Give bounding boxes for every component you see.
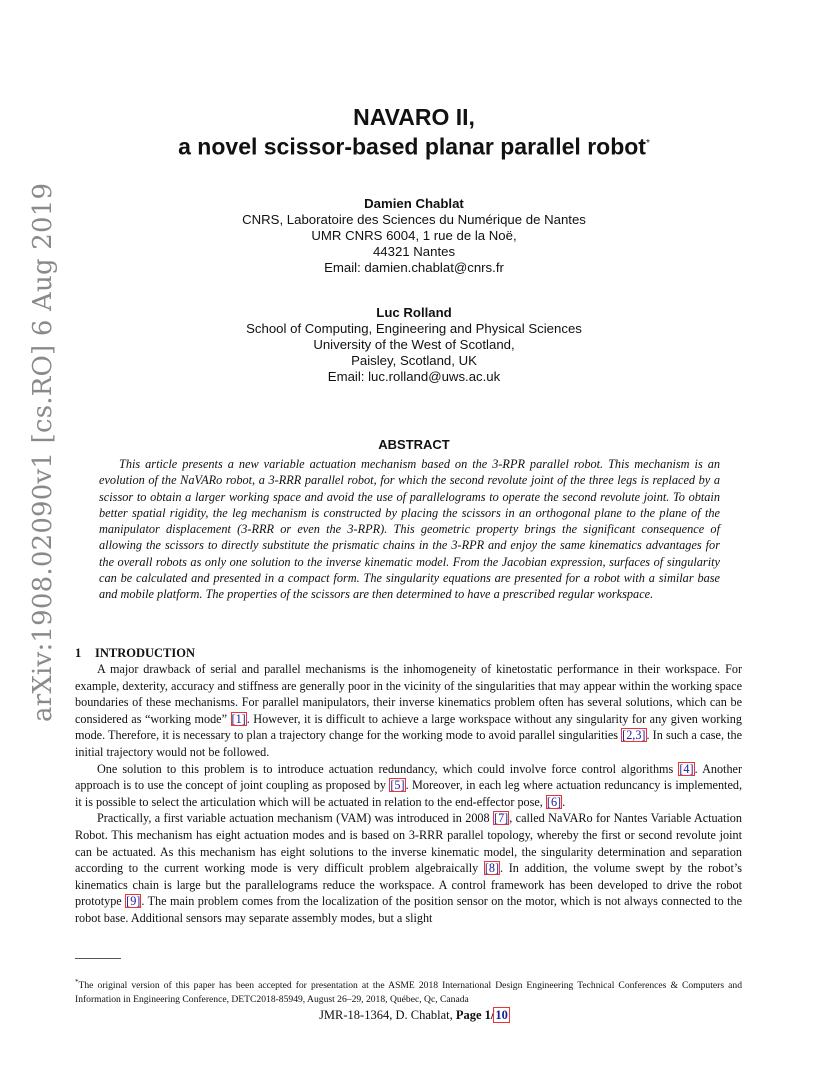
section-title: INTRODUCTION bbox=[95, 646, 196, 660]
section-heading bbox=[75, 646, 195, 661]
citation-link[interactable]: [2,3] bbox=[622, 728, 646, 743]
footnote-mark: * bbox=[75, 978, 79, 986]
paragraph-text: . Moreover, in each leg where actuation reduncancy is implemented, it is possible to select the articulation which will be actuated in relation to the end-effector pose, bbox=[75, 778, 742, 809]
total-pages-link[interactable]: 10 bbox=[495, 1008, 508, 1022]
author-affiliation: CNRS, Laboratoire des Sciences du Numérique de Nantes bbox=[242, 212, 586, 227]
paragraph-text: . Another approach is to use the concept of joint coupling as proposed by bbox=[75, 761, 743, 793]
paragraph-text: . In such a case, the initial trajectory would not be followed. bbox=[75, 728, 743, 759]
footer-page-label: Page 1/ bbox=[455, 1008, 495, 1022]
citation-link[interactable]: [4] bbox=[679, 761, 694, 776]
citation-link[interactable]: [5] bbox=[390, 778, 405, 793]
section-number: 1 bbox=[75, 646, 82, 660]
author-name: Luc Rolland bbox=[376, 305, 452, 320]
arxiv-sidebar-stamp: arXiv:1908.02090v1 [cs.RO] 6 Aug 2019 bbox=[28, 182, 58, 722]
author-affiliation: School of Computing, Engineering and Physical Sciences bbox=[246, 321, 582, 336]
citation-link[interactable]: [6] bbox=[546, 794, 562, 809]
author-address-line1: University of the West of Scotland, bbox=[313, 337, 515, 352]
abstract-heading: ABSTRACT bbox=[378, 437, 450, 452]
footnote bbox=[75, 975, 742, 1007]
author-block-2 bbox=[0, 305, 828, 385]
title-footnote-mark[interactable]: * bbox=[645, 138, 650, 149]
paragraph-text: A major drawback of serial and parallel mechanisms is the inhomogeneity of kinetostatic performance in their workspace. For example, dexterity, accuracy and stiffness are generally poor in the vicinity of the singularities that may appear within the working space boundaries of these mechanisms. For parallel manipulators, their inverse kinematics problem often has several solutions, which can be considered as “working mode” bbox=[75, 662, 742, 726]
paragraph-text: . The main problem comes from the localization of the position sensor on the motor, which is not always connected to the robot base. Additional sensors may separate assembly modes, but a slight bbox=[75, 894, 742, 925]
author-block-1 bbox=[0, 196, 828, 276]
paragraph bbox=[75, 661, 742, 761]
citation-link[interactable]: [7] bbox=[494, 811, 509, 826]
paragraph bbox=[75, 761, 742, 811]
footnote-text: The original version of this paper has been accepted for presentation at the ASME 2018 International Design Engineering Technical Conferences & Computers and Information in Engineering Conference, DETC2018-85949, August 26–29, 2018, Québec, Qc, Canada bbox=[75, 980, 742, 1006]
author-address-line2: Paisley, Scotland, UK bbox=[351, 353, 477, 368]
paper-title-line1: NAVARO II, bbox=[353, 104, 475, 130]
section-body bbox=[75, 661, 742, 927]
author-name: Damien Chablat bbox=[364, 196, 464, 211]
paragraph-text: . In addition, the volume swept by the robot’s kinematics chain is large but the parallelograms reduce the workspace. A control framework has been developed to drive the robot prototype bbox=[75, 861, 743, 909]
footnote-divider bbox=[75, 958, 121, 959]
citation-link[interactable]: [1] bbox=[231, 711, 246, 726]
paper-title-text: a novel scissor-based planar parallel robot bbox=[178, 133, 646, 160]
paragraph-text: Practically, a first variable actuation mechanism (VAM) was introduced in 2008 bbox=[97, 811, 494, 826]
paragraph bbox=[75, 810, 742, 926]
paragraph-text: . bbox=[562, 794, 566, 809]
author-address-line2: 44321 Nantes bbox=[372, 244, 456, 259]
abstract-text: This article presents a new variable actuation mechanism based on the 3-RPR parallel robot. This mechanism is an evolution of the NaVARo robot, a 3-RRR parallel robot, for which the second revolute joint of the three legs is replaced by a scissor to obtain a larger working space and avoid the use of parallelograms to operate the second revolute joint. To obtain better spatial rigidity, the leg mechanism is constructed by placing the scissors in an orthogonal plane to the plane of the manipulator displacement (3-RRR or even the 3-RPR). This geometric property brings the significant consequence of allowing the scissors to directly substitute the prismatic chains in the 3-RPR and enjoy the same kinematics advantages for the overall robots as only one solution to the inverse kinematic model. From the Jacobian expression, surfaces of singularity can be calculated and presented in a compact form. The singularity equations are presented for a robot with a similar base and mobile platform. The properties of the scissors are then determined to have a prescribed regular workspace. bbox=[99, 457, 720, 602]
paragraph-text: One solution to this problem is to introduce actuation redundancy, which could involve force control algorithms bbox=[97, 761, 679, 776]
page-footer bbox=[0, 1008, 828, 1023]
paper-title-line2 bbox=[0, 130, 828, 161]
paragraph-text: , called NaVARo for Nantes Variable Actuation Robot. This mechanism has eight actuation modes and is based on 3-RRR parallel topology, whereby the first or second revolute joint can be actuated. As this mechanism has eight solutions to the inverse kinematic model, the singularity determination and separation according to the current working mode is very difficult problem algebraically bbox=[75, 811, 742, 876]
author-email[interactable]: Email: luc.rolland@uws.ac.uk bbox=[327, 369, 501, 384]
paragraph-text: . However, it is difficult to achieve a large workspace without any singularity for any given working mode. Therefore, it is necessary to plan a trajectory change for the working mode to avoid parallel singularities bbox=[75, 711, 742, 743]
author-email[interactable]: Email: damien.chablat@cnrs.fr bbox=[324, 260, 504, 275]
citation-link[interactable]: [9] bbox=[126, 894, 141, 909]
citation-link[interactable]: [8] bbox=[484, 861, 500, 876]
author-address-line1: UMR CNRS 6004, 1 rue de la Noë, bbox=[311, 228, 517, 243]
footer-reference: JMR-18-1364, D. Chablat, bbox=[319, 1008, 456, 1022]
